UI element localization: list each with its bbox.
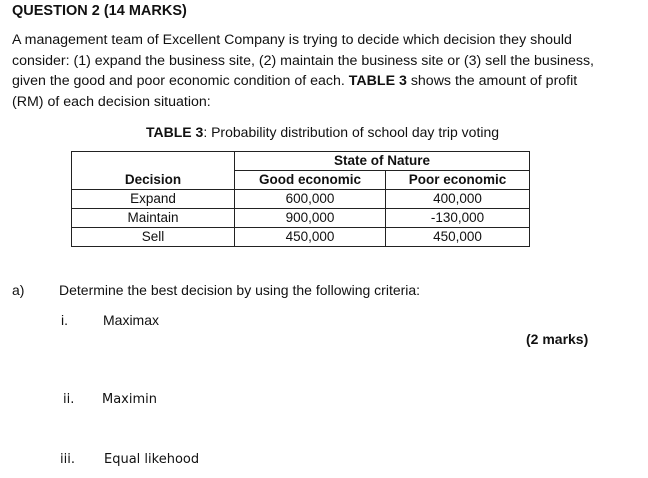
part-a-instruction: Determine the best decision by using the following criteria:	[59, 282, 421, 298]
poor-economic-header: Poor economic	[386, 171, 530, 190]
table-caption-text: : Probability distribution of school day trip voting	[203, 124, 500, 140]
decision-cell: Sell	[72, 228, 235, 247]
intro-table-ref: TABLE 3	[348, 73, 407, 89]
table-header-row-1	[72, 152, 530, 171]
criterion-label: i.	[61, 312, 68, 328]
marks-label: (2 marks)	[526, 331, 589, 347]
decision-cell: Maintain	[72, 209, 235, 228]
criterion-equal-likelihood: Equal likehood	[104, 452, 200, 467]
part-a-label: a)	[12, 282, 25, 298]
criterion-label: iii.	[60, 452, 75, 467]
intro-text-start: A management team of Excellent Company is trying to decide which decision they should consider: (1) expand the business site, (2) maintain the business site or (3) sell the business, given the good and poor economic condition of each.	[12, 32, 594, 89]
good-economic-cell: 900,000	[235, 209, 386, 228]
table-row	[72, 190, 530, 209]
good-economic-cell: 450,000	[235, 228, 386, 247]
table-header-row-2	[72, 171, 530, 190]
question-intro	[12, 30, 612, 112]
decision-header: Decision	[72, 171, 235, 190]
good-economic-header: Good economic	[235, 171, 386, 190]
decision-table	[71, 151, 530, 247]
question-title: QUESTION 2 (14 MARKS)	[12, 3, 187, 19]
state-of-nature-header: State of Nature	[235, 152, 530, 171]
table-caption	[146, 124, 499, 140]
criterion-label: ii.	[63, 392, 75, 407]
intro-text-end: shows the amount of profit (RM) of each decision situation:	[12, 73, 578, 110]
good-economic-cell: 600,000	[235, 190, 386, 209]
poor-economic-cell: -130,000	[386, 209, 530, 228]
decision-cell: Expand	[72, 190, 235, 209]
table-row	[72, 209, 530, 228]
poor-economic-cell: 450,000	[386, 228, 530, 247]
table-row	[72, 228, 530, 247]
criterion-maximin: Maximin	[102, 392, 158, 407]
table-caption-ref: TABLE 3	[146, 124, 204, 140]
poor-economic-cell: 400,000	[386, 190, 530, 209]
table-corner-cell	[72, 152, 235, 171]
criterion-maximax: Maximax	[103, 312, 160, 328]
